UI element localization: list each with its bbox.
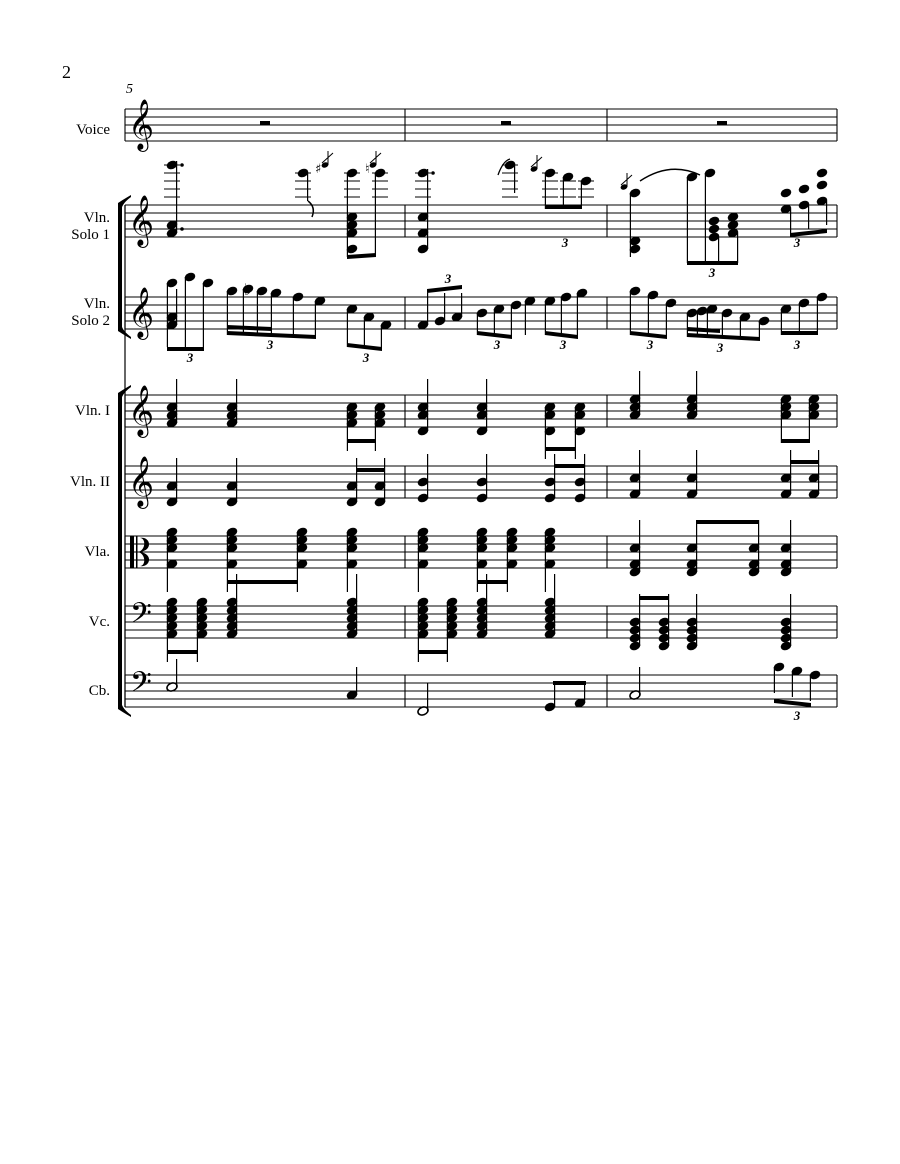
triplet-note	[780, 188, 792, 199]
beam	[477, 580, 508, 584]
instrument-label-vln-solo-1: Vln. Solo 1	[71, 210, 110, 243]
tuplet-number: 3	[444, 271, 452, 286]
triplet-note	[798, 184, 810, 195]
treble-clef: 𝄞	[128, 385, 155, 436]
whole-rest	[501, 121, 511, 125]
beam	[418, 650, 448, 654]
page-number: 2	[62, 62, 71, 82]
instrument-label-vln-solo-2: Vln. Solo 2	[71, 296, 110, 329]
instrument-label-vla: Vla.	[84, 544, 110, 560]
beam	[167, 650, 198, 654]
tuplet-number: 3	[362, 350, 370, 365]
treble-clef: 𝄞	[128, 99, 155, 150]
instrument-label-cb: Cb.	[88, 683, 110, 699]
beam	[687, 327, 720, 333]
beam	[553, 681, 586, 685]
tuplet-number: 3	[793, 235, 801, 250]
beam	[227, 580, 298, 584]
beam	[781, 439, 810, 443]
tuplet-number: 3	[561, 235, 569, 250]
flat-accidental: ♭	[244, 280, 252, 299]
treble-clef: 𝄞	[128, 287, 155, 338]
beam	[687, 333, 760, 341]
instrument-label-vc: Vc.	[88, 614, 110, 630]
tuplet-number: 3	[186, 350, 194, 365]
beam	[545, 205, 582, 209]
sharp-accidental: ♯	[315, 162, 322, 177]
beam	[427, 285, 462, 293]
measure-number: 5	[126, 82, 133, 97]
instrument-label-vln-2: Vln. II	[70, 474, 110, 490]
strings-bracket	[118, 393, 122, 709]
augmentation-dot	[180, 163, 184, 167]
beam	[774, 699, 811, 707]
tuplet-number: 3	[646, 337, 654, 352]
beam	[545, 447, 576, 451]
beam	[227, 325, 272, 331]
beam	[640, 596, 669, 600]
beam	[347, 439, 376, 443]
treble-clef: 𝄞	[128, 456, 155, 507]
beam	[781, 331, 818, 335]
tuplet-number: 3	[716, 340, 724, 355]
eighth-flag	[308, 201, 313, 217]
tuplet-number: 3	[708, 265, 716, 280]
tuplet-number: 3	[793, 337, 801, 352]
beam	[555, 464, 585, 468]
natural-accidental: ♮	[365, 162, 370, 177]
solo-bracket	[118, 203, 122, 331]
tuplet-number: 3	[793, 708, 801, 723]
tuplet-number: 3	[493, 337, 501, 352]
beam	[347, 253, 376, 259]
beam	[791, 460, 819, 464]
instrument-label-vln-1: Vln. I	[75, 403, 110, 419]
triplet-note	[816, 180, 828, 191]
tuplet-number: 3	[559, 337, 567, 352]
whole-rest	[717, 121, 727, 125]
bass-clef: 𝄢	[130, 597, 152, 637]
beam	[697, 520, 759, 524]
treble-clef: 𝄞	[128, 195, 155, 246]
whole-rest	[260, 121, 270, 125]
augmentation-dot	[180, 227, 184, 231]
bass-clef: 𝄢	[130, 666, 152, 706]
high-note	[816, 168, 828, 179]
augmentation-dot	[431, 171, 435, 175]
tuplet-number: 3	[266, 337, 274, 352]
beam	[357, 468, 385, 472]
beam	[167, 347, 204, 351]
instrument-label-voice: Voice	[76, 122, 110, 138]
